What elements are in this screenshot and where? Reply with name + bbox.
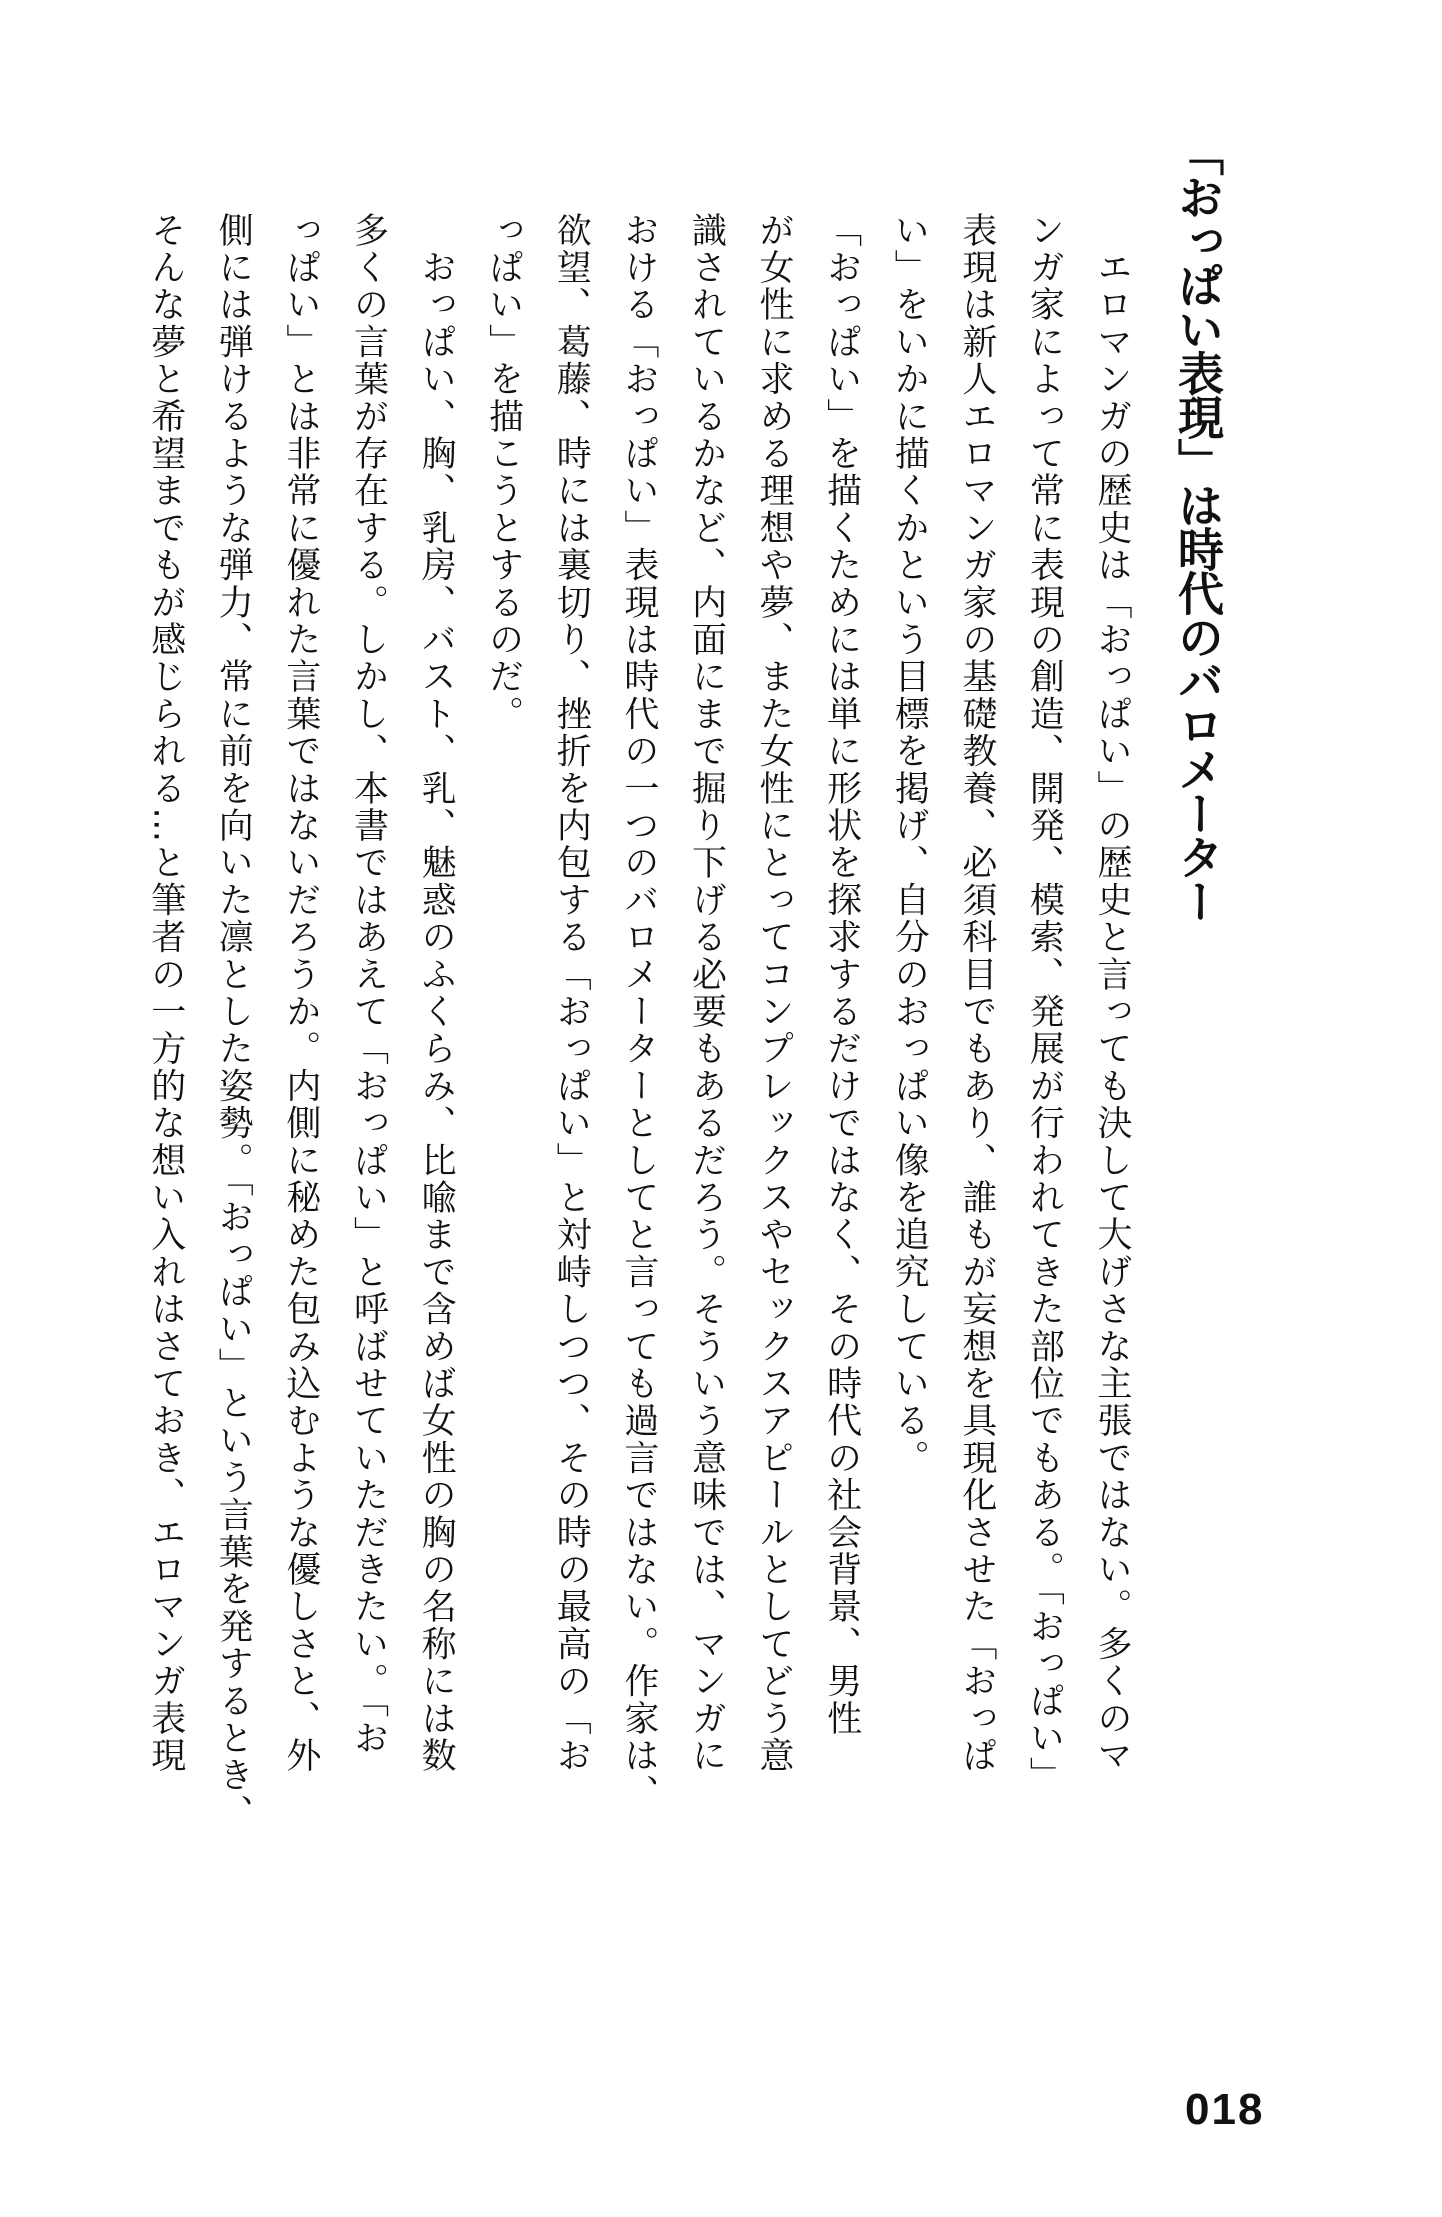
text-line: おける「おっぱい」表現は時代の一つのバロメーターとしてと言っても過言ではない。作家は、 bbox=[618, 212, 659, 1812]
text-line: 識されているかなど、内面にまで掘り下げる必要もあるだろう。そういう意味では、マンガに bbox=[686, 212, 727, 1775]
text-line: い」をいかに描くかという目標を掲げ、自分のおっぱい像を追究している。 bbox=[889, 212, 930, 1477]
text-line: が女性に求める理想や夢、また女性にとってコンプレックスやセックスアピールとしてどう意 bbox=[754, 212, 795, 1775]
text-line: おっぱい、胸、乳房、バスト、乳、魅惑のふくらみ、比喩まで含めば女性の胸の名称には数 bbox=[416, 212, 457, 1775]
text-line: 側には弾けるような弾力、常に前を向いた凛とした姿勢。「おっぱい」という言葉を発するとき、 bbox=[213, 212, 254, 1832]
text-line: っぱい」を描こうとするのだ。 bbox=[483, 212, 524, 733]
section-heading: 「おっぱい表現」は時代のバロメーター bbox=[1171, 130, 1225, 922]
body-text bbox=[130, 212, 1145, 1832]
text-line: ンガ家によって常に表現の創造、開発、模索、発展が行われてきた部位でもある。「おっぱい」 bbox=[1024, 212, 1065, 1795]
text-line: 表現は新人エロマンガ家の基礎教養、必須科目でもあり、誰もが妄想を具現化させた「おっぱ bbox=[956, 212, 997, 1775]
text-line: 欲望、葛藤、時には裏切り、挫折を内包する「おっぱい」と対峙しつつ、その時の最高の「お bbox=[551, 212, 592, 1775]
text-line: 「おっぱい」を描くためには単に形状を探求するだけではなく、その時代の社会背景、男性 bbox=[821, 212, 862, 1738]
text-line: 多くの言葉が存在する。しかし、本書ではあえて「おっぱい」と呼ばせていただきたい。「お bbox=[348, 212, 389, 1757]
text-line: っぱい」とは非常に優れた言葉ではないだろうか。内側に秘めた包み込むような優しさと、外 bbox=[280, 212, 321, 1775]
text-line: そんな夢と希望までもが感じられる…と筆者の一方的な想い入れはさておき、エロマンガ表現 bbox=[145, 212, 186, 1775]
text-line: エロマンガの歴史は「おっぱい」の歴史と言っても決して大げさな主張ではない。多くのマ bbox=[1092, 212, 1132, 1775]
page-number: 018 bbox=[1185, 2085, 1265, 2134]
